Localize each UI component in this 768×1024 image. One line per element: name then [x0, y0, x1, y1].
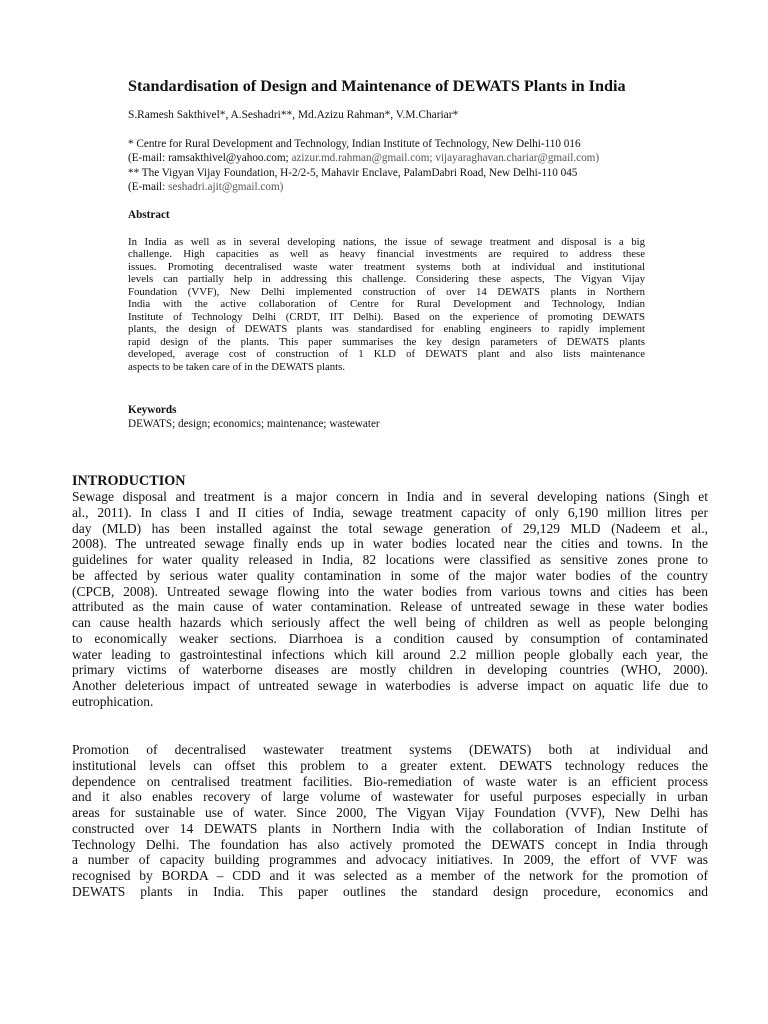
abstract-line: challenge. High capacities as well as heavy financial investments are required to address these	[128, 248, 645, 261]
introduction-paragraph-1	[72, 489, 708, 710]
abstract-heading: Abstract	[128, 209, 170, 221]
body-line: recognised by BORDA – CDD and it was selected as a member of the network for the promotion of	[72, 868, 708, 883]
introduction-paragraph-2	[72, 742, 708, 900]
body-line: primary victims of waterborne diseases are mostly children in developing countries (WHO, 2000).	[72, 662, 708, 678]
body-line: dependence on centralised treatment facilities. Bio-remediation of waste water is an efficient process	[72, 773, 708, 789]
abstract-line: Institute of Technology Delhi (CRDT, IIT Delhi). Based on the experience of promoting DEWATS	[128, 310, 645, 323]
body-line: to economically weaker sections. Diarrhoea is a condition caused by consumption of contaminated	[72, 630, 708, 646]
abstract-line: aspects to be taken care of in the DEWATS plants.	[128, 360, 346, 373]
email-line-2	[128, 180, 688, 194]
abstract-line: Foundation (VVF), New Delhi implemented construction of over 14 DEWATS plants in Northern	[128, 285, 645, 298]
introduction-heading: INTRODUCTION	[72, 473, 186, 489]
body-line: be affected by serious water quality contamination in some of the major water bodies of the country	[72, 567, 708, 583]
body-line: Promotion of decentralised wastewater treatment systems (DEWATS) both at individual and	[72, 742, 708, 757]
body-line: day (MLD) has been installed against the total sewage generation of 29,129 MLD (Nadeem et al.,	[72, 520, 708, 536]
keywords-list: DEWATS; design; economics; maintenance; wastewater	[128, 418, 380, 430]
email-1-prefix: (E-mail: ramsakthivel@yahoo.com;	[128, 152, 292, 165]
abstract-line: developed, average cost of construction of 1 KLD of DEWATS plant and also lists maintenance	[128, 348, 645, 361]
body-line: Sewage disposal and treatment is a major concern in India and in several developing nations (Singh et	[72, 489, 708, 504]
abstract-line: India with the active collaboration of Centre for Rural Development and Technology, Indian	[128, 298, 645, 311]
abstract-line: rapid design of the plants. This paper summarises the key design parameters of DEWATS plants	[128, 335, 645, 348]
body-line: attributed as the main cause of water contamination. Release of untreated sewage in these water bodies	[72, 599, 708, 615]
affiliations	[128, 137, 688, 194]
affiliation-1: * Centre for Rural Development and Technology, Indian Institute of Technology, New Delhi-110 016	[128, 138, 581, 150]
body-line: and it also enables recovery of large volume of wastewater for useful purposes especially in urban	[72, 789, 708, 805]
paper-title: Standardisation of Design and Maintenance of DEWATS Plants in India	[128, 77, 626, 95]
body-line: institutional levels can offset this problem to a greater extent. DEWATS technology reduces the	[72, 757, 708, 773]
body-line: 2008). The untreated sewage finally ends up in water bodies located near the cities and towns. In the	[72, 536, 708, 552]
abstract-line: issues. Promoting decentralised waste water treatment systems both at individual and institutional	[128, 260, 645, 273]
abstract-body	[128, 236, 645, 373]
keywords-heading: Keywords	[128, 404, 177, 416]
abstract-line: plants, the design of DEWATS plants was standardised for enabling engineers to rapidly implement	[128, 323, 645, 336]
body-line: areas for sustainable use of water. Since 2000, The Vigyan Vijay Foundation (VVF), New Delhi has	[72, 805, 708, 820]
body-line: guidelines for water quality released in India, 82 locations were classified as sensitive zones prone to	[72, 552, 708, 567]
body-line: al., 2011). In class I and II cities of India, sewage treatment capacity of only 6,190 million litres per	[72, 504, 708, 520]
body-line: a number of capacity building programmes and advocacy initiatives. In 2009, the effort of VVF was	[72, 852, 708, 868]
email-2-prefix: (E-mail:	[128, 180, 169, 193]
email-2-address: seshadri.ajit@gmail.com)	[168, 180, 284, 193]
body-line: water leading to gastrointestinal infections which kill around 2.2 million people globally each year, the	[72, 646, 708, 662]
body-line: can cause health hazards which seriously affect the well being of children as well as people belonging	[72, 615, 708, 630]
body-line: Technology Delhi. The foundation has also actively promoted the DEWATS concept in India through	[72, 836, 708, 852]
abstract-line: In India as well as in several developing nations, the issue of sewage treatment and disposal is a big	[128, 236, 645, 248]
body-line: (CPCB, 2008). Untreated sewage flowing into the water bodies from various towns and cities has been	[72, 583, 708, 599]
body-line: constructed over 14 DEWATS plants in Northern India with the collaboration of Indian Institute of	[72, 820, 708, 836]
abstract-line: levels can partially help in addressing this challenge. Considering these aspects, The Vigyan Vijay	[128, 273, 645, 286]
email-1-addresses: azizur.md.rahman@gmail.com; vijayaraghavan.chariar@gmail.com)	[291, 152, 600, 165]
body-line: eutrophication.	[72, 693, 154, 709]
affiliation-2: ** The Vigyan Vijay Foundation, H-2/2-5, Mahavir Enclave, PalamDabri Road, New Delhi-110 045	[128, 166, 578, 179]
body-line: DEWATS plants in India. This paper outlines the standard design procedure, economics and	[72, 883, 708, 899]
author-list: S.Ramesh Sakthivel*, A.Seshadri**, Md.Azizu Rahman*, V.M.Chariar*	[128, 109, 459, 121]
email-line-1	[128, 151, 688, 165]
body-line: Another deleterious impact of untreated sewage in waterbodies is adverse impact on aquatic life due to	[72, 678, 708, 693]
